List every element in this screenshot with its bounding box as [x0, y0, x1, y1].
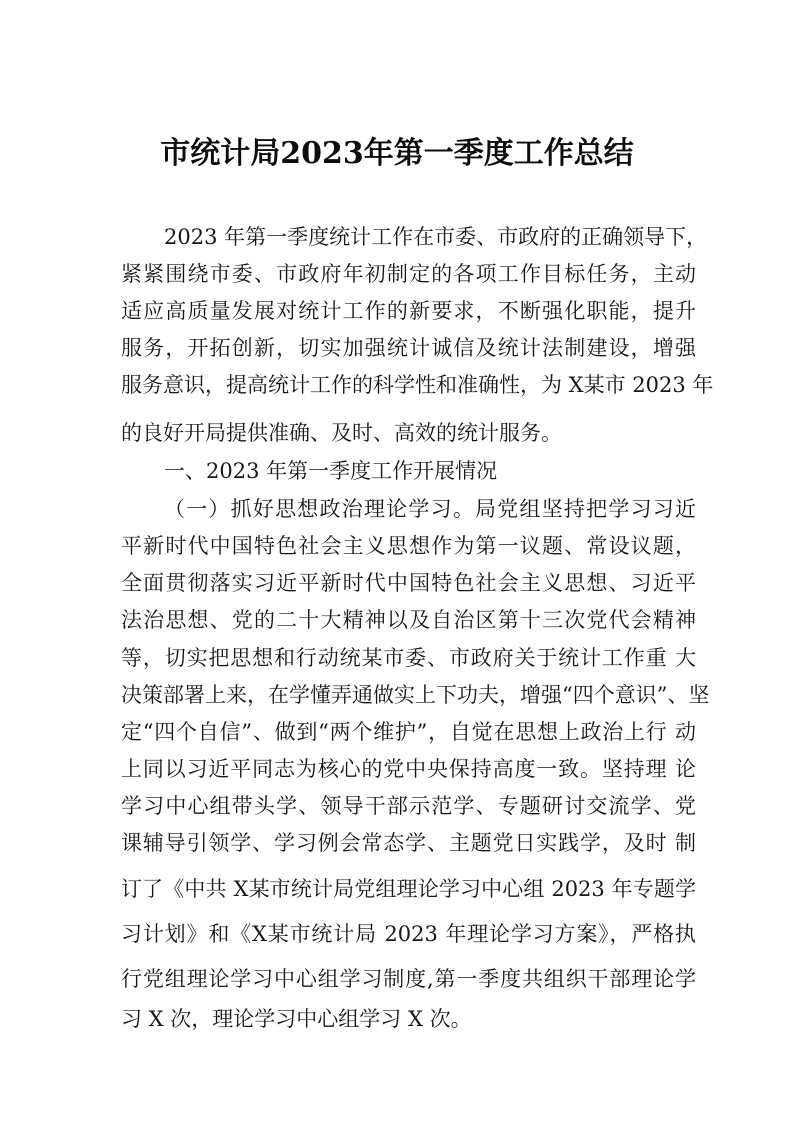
body-line: 订了《中共 X某市统计局党组理论学习中心组 2023 年专题学	[121, 877, 696, 901]
section-heading: 一、2023 年第一季度工作开展情况	[164, 459, 498, 483]
body-line: 行党组理论学习中心组学习制度,第一季度共组织干部理论学	[121, 967, 696, 991]
body-line: 定“四个自信”、做到“两个维护”，自觉在思想上政治上行 动	[121, 720, 696, 744]
body-line: 适应高质量发展对统计工作的新要求，不断强化职能，提升	[121, 299, 696, 323]
body-line: 法治思想、党的二十大精神以及自治区第十三次党代会精神	[121, 608, 696, 632]
body-line: 平新时代中国特色社会主义思想作为第一议题、常设议题，	[121, 534, 696, 558]
body-line: 上同以习近平同志为核心的党中央保持高度一致。坚持理 论	[121, 757, 696, 781]
body-line: 等，切实把思想和行动统某市委、市政府关于统计工作重 大	[121, 646, 696, 670]
body-line: 的良好开局提供准确、及时、高效的统计服务。	[121, 421, 562, 445]
body-line: （一）抓好思想政治理论学习。局党组坚持把学习习近	[164, 497, 696, 521]
page-title: 市统计局2023年第一季度工作总结	[160, 136, 634, 171]
body-line: 学习中心组带头学、领导干部示范学、专题研讨交流学、党	[121, 794, 696, 818]
body-line: 习计划》和《X某市统计局 2023 年理论学习方案》，严格执	[121, 922, 696, 946]
body-line: 服务意识，提高统计工作的科学性和准确性，为 X某市 2023 年	[121, 373, 714, 397]
body-line: 决策部署上来，在学懂弄通做实上下功夫，增强“四个意识”、坚	[121, 683, 710, 707]
body-line: 紧紧围绕市委、市政府年初制定的各项工作目标任务，主动	[121, 262, 696, 286]
body-line: 全面贯彻落实习近平新时代中国特色社会主义思想、习近平	[121, 571, 696, 595]
body-line: 服务，开拓创新，切实加强统计诚信及统计法制建设，增强	[121, 336, 696, 360]
body-line: 课辅导引领学、学习例会常态学、主题党日实践学，及时 制	[121, 831, 696, 855]
body-line: 2023 年第一季度统计工作在市委、市政府的正确领导下，	[164, 225, 708, 249]
body-line: 习 X 次，理论学习中心组学习 X 次。	[121, 1007, 472, 1031]
